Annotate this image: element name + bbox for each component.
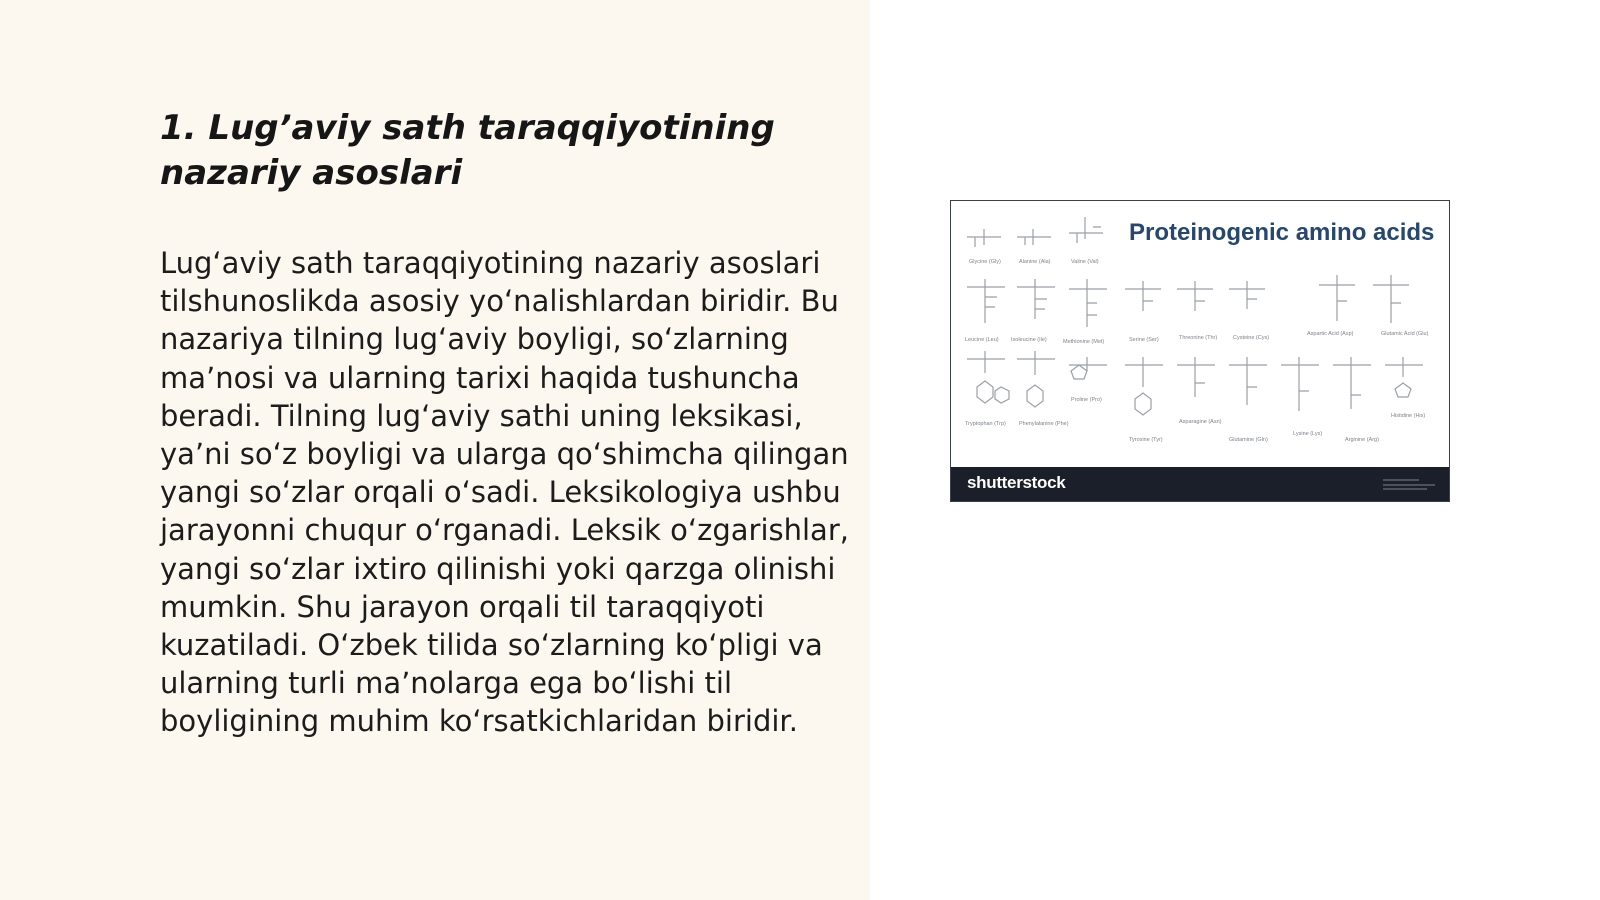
- svg-text:Threonine (Thr): Threonine (Thr): [1179, 335, 1218, 341]
- svg-text:Glycine (Gly): Glycine (Gly): [969, 259, 1001, 265]
- svg-text:Phenylalanine (Phe): Phenylalanine (Phe): [1019, 421, 1069, 427]
- svg-text:Tryptophan (Trp): Tryptophan (Trp): [965, 421, 1006, 427]
- watermark-bar: [951, 467, 1449, 501]
- image-title: Proteinogenic amino acids: [1129, 219, 1435, 246]
- svg-text:Aspartic Acid (Asp): Aspartic Acid (Asp): [1307, 331, 1354, 337]
- fine-print-icon: [1381, 476, 1437, 492]
- svg-text:Tyrosine (Tyr): Tyrosine (Tyr): [1129, 437, 1163, 443]
- stock-image: [950, 200, 1450, 502]
- svg-text:Methionine (Met): Methionine (Met): [1063, 339, 1105, 345]
- svg-text:Serine (Ser): Serine (Ser): [1129, 337, 1159, 343]
- svg-text:Arginine (Arg): Arginine (Arg): [1345, 437, 1379, 443]
- amino-acid-illustration: [953, 203, 1447, 463]
- svg-text:Cysteine (Cys): Cysteine (Cys): [1233, 335, 1270, 341]
- svg-text:Proline (Pro): Proline (Pro): [1071, 397, 1102, 403]
- svg-text:Isoleucine (Ile): Isoleucine (Ile): [1011, 337, 1047, 343]
- svg-text:Leucine (Leu): Leucine (Leu): [965, 337, 999, 343]
- svg-text:Glutamine (Gln): Glutamine (Gln): [1229, 437, 1268, 443]
- slide-title: 1. Lug’aviy sath taraqqiyotining nazariy asoslari: [160, 108, 775, 193]
- shutterstock-logo: shutterstock: [967, 473, 1066, 492]
- svg-text:Histidine (His): Histidine (His): [1391, 413, 1426, 419]
- svg-text:Asparagine (Asn): Asparagine (Asn): [1179, 419, 1222, 425]
- svg-text:Glutamic Acid (Glu): Glutamic Acid (Glu): [1381, 331, 1429, 337]
- svg-text:Valine (Val): Valine (Val): [1071, 259, 1099, 265]
- svg-text:Alanine (Ala): Alanine (Ala): [1019, 259, 1051, 265]
- svg-text:Lysine (Lys): Lysine (Lys): [1293, 431, 1323, 437]
- slide-body-text: Lug‘aviy sath taraqqiyotining nazariy asoslari tilshunoslikda asosiy yo‘nalishlardan biridir. Bu nazariya tilning lug‘aviy boyligi, so‘zlarning ma’nosi va ularning tarixi haqida tushuncha beradi. Tilning lug‘aviy sathi uning leksikasi, ya’ni so‘z boyligi va ularga qo‘shimcha qilingan yangi so‘zlar orqali o‘sadi. Leksikologiya ushbu jarayonni chuqur o‘rganadi. Leksik o‘zgarishlar, yangi so‘zlar ixtiro qilinishi yoki qarzga olinishi mumkin. Shu jarayon orqali til taraqqiyoti kuzatiladi. O‘zbek tilida so‘zlarning ko‘pligi va ularning turli ma’nolarga ega bo‘lishi til boyligining muhim ko‘rsatkichlaridan biridir.: [160, 246, 849, 739]
